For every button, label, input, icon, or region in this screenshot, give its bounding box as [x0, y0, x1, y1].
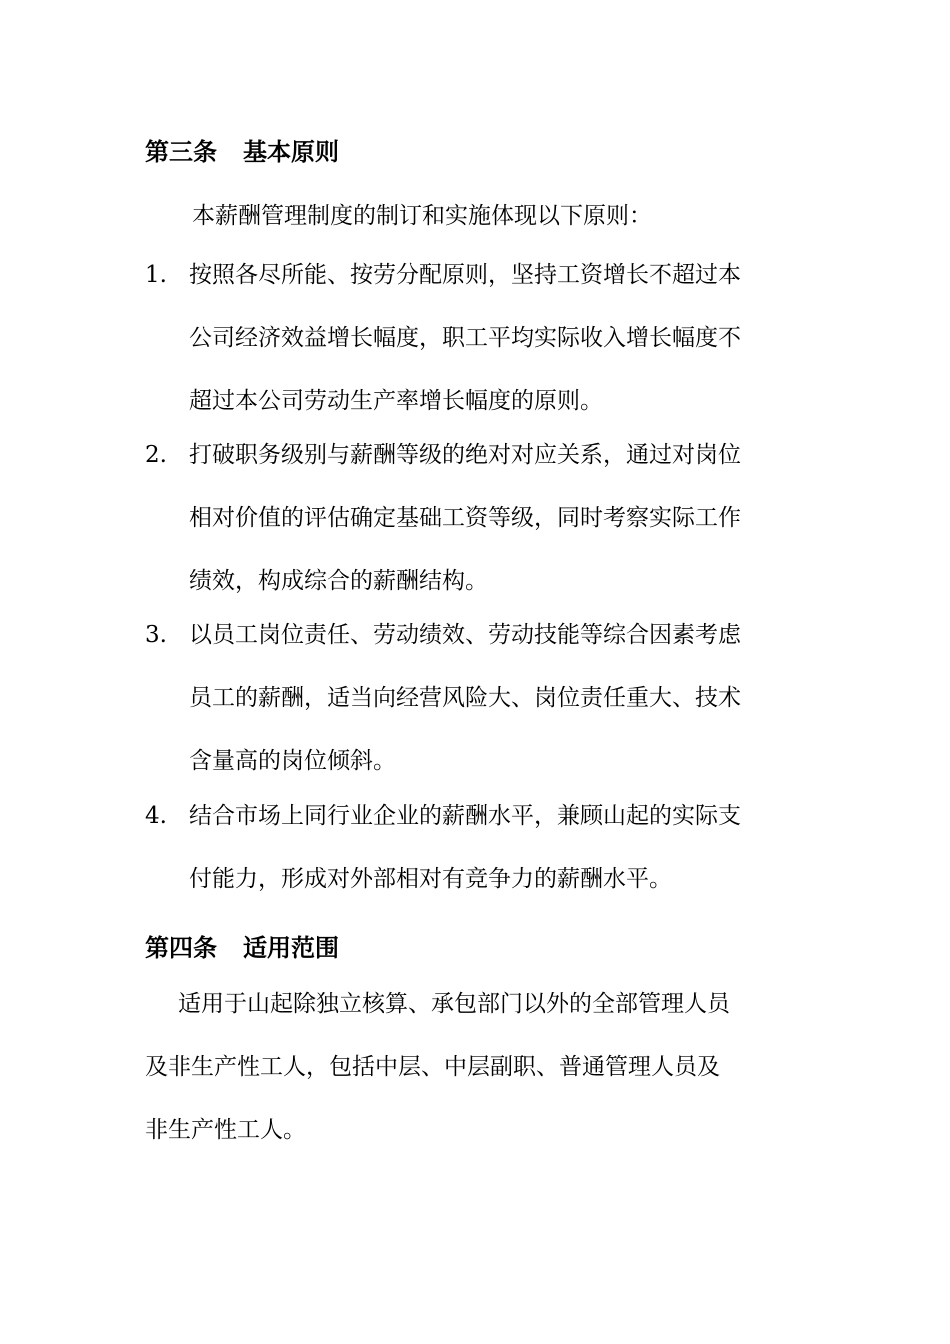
item-line: 相对价值的评估确定基础工资等级，同时考察实际工作 — [189, 505, 741, 531]
section-4-number: 第四条 — [145, 934, 217, 962]
item-line: 员工的薪酬，适当向经营风险大、岗位责任重大、技术 — [189, 685, 741, 711]
item-line: 付能力，形成对外部相对有竞争力的薪酬水平。 — [189, 866, 672, 892]
section-4-line-1: 适用于山起除独立核算、承包部门以外的全部管理人员 — [178, 991, 730, 1017]
item-line: 打破职务级别与薪酬等级的绝对对应关系，通过对岗位 — [189, 442, 741, 468]
section-4-line-2: 及非生产性工人，包括中层、中层副职、普通管理人员及 — [145, 1054, 720, 1080]
section-4-line-3: 非生产性工人。 — [145, 1117, 306, 1143]
item-line: 超过本公司劳动生产率增长幅度的原则。 — [189, 388, 603, 414]
item-line: 以员工岗位责任、劳动绩效、劳动技能等综合因素考虑 — [189, 622, 741, 648]
item-line: 绩效，构成综合的薪酬结构。 — [189, 568, 488, 594]
item-line: 含量高的岗位倾斜。 — [189, 748, 396, 774]
section-3-heading — [145, 136, 339, 168]
item-line: 结合市场上同行业企业的薪酬水平，兼顾山起的实际支 — [189, 803, 741, 829]
item-line: 按照各尽所能、按劳分配原则，坚持工资增长不超过本 — [189, 262, 741, 288]
item-line: 公司经济效益增长幅度，职工平均实际收入增长幅度不 — [189, 325, 741, 351]
list-marker: 3. — [145, 622, 167, 648]
list-marker: 4. — [145, 803, 167, 829]
section-3-title: 基本原则 — [243, 138, 339, 166]
section-3-number: 第三条 — [145, 138, 217, 166]
list-marker: 1. — [145, 262, 167, 288]
list-marker: 2. — [145, 442, 167, 468]
section-3-intro: 本薪酬管理制度的制订和实施体现以下原则： — [192, 203, 652, 229]
section-4-title: 适用范围 — [243, 934, 339, 962]
section-4-heading — [145, 932, 339, 964]
